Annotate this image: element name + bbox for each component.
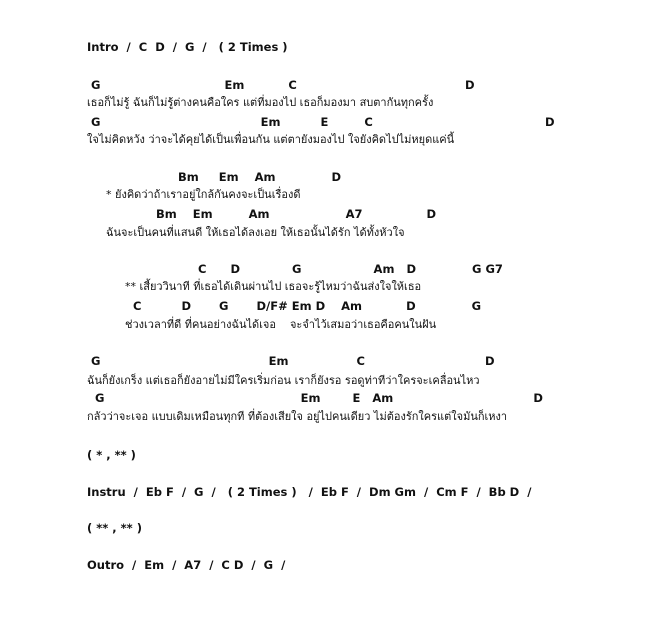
prechorus-chords-1: Bm Em Am D bbox=[178, 170, 342, 184]
outro-line: Outro / Em / A7 / C D / G / bbox=[87, 558, 286, 572]
verse2-lyric-1: ฉันก็ยังเกร็ง แต่เธอก็ยังอายไม่มีใครเริ่มก่อน เราก็ยังรอ รอดูท่าทีว่าใครจะเคลื่อนไหว bbox=[87, 374, 480, 387]
verse1-lyric-2: ใจไม่คิดหวัง ว่าจะได้คุยได้เป็นเพื่อนกัน แต่ตายังมองไป ใจยังคิดไปไม่หยุดแค่นี้ bbox=[87, 133, 455, 146]
verse2-lyric-2: กลัวว่าจะเจอ แบบเดิมเหมือนทุกที ที่ต้องเสียใจ อยู่ไปคนเดียว ไม่ต้องรักใครแต่ใจมันก็เหงา bbox=[87, 410, 508, 423]
verse2-chords-1: G Em C D bbox=[91, 354, 495, 368]
verse1-lyric-1: เธอก็ไม่รู้ ฉันก็ไม่รู้ต่างคนคือใคร แต่ที่มองไป เธอก็มองมา สบตากันทุกครั้ง bbox=[87, 96, 434, 109]
prechorus-lyric-2: ฉันจะเป็นคนที่แสนดี ให้เธอได้ลงเอย ให้เธอนั้นได้รัก ได้ทั้งหัวใจ bbox=[106, 226, 405, 239]
instrumental-line: Instru / Eb F / G / ( 2 Times ) / Eb F / Dm Gm / Cm F / Bb D / bbox=[87, 485, 532, 499]
repeat-line-2: ( ** , ** ) bbox=[87, 521, 142, 535]
repeat-line-1: ( * , ** ) bbox=[87, 448, 136, 462]
prechorus-chords-2: Bm Em Am A7 D bbox=[156, 207, 437, 221]
chorus-chords-2: C D G D/F# Em D Am D G bbox=[133, 299, 482, 313]
intro-line: Intro / C D / G / ( 2 Times ) bbox=[87, 40, 288, 54]
verse1-chords-2: G Em E C D bbox=[91, 115, 555, 129]
prechorus-lyric-1: * ยังคิดว่าถ้าเราอยู่ใกล้กันคงจะเป็นเรื่องดี bbox=[106, 188, 301, 201]
chorus-lyric-1: ** เสี้ยววินาที ที่เธอได้เดินผ่านไป เธอจะรู้ไหมว่าฉันส่งใจให้เธอ bbox=[125, 280, 422, 293]
verse2-chords-2: G Em E Am D bbox=[95, 391, 543, 405]
verse1-chords-1: G Em C D bbox=[91, 78, 475, 92]
chorus-chords-1: C D G Am D G G7 bbox=[198, 262, 503, 276]
chorus-lyric-2: ช่วงเวลาที่ดี ที่คนอย่างฉันได้เจอ จะจำไว้เสมอว่าเธอคือคนในฝัน bbox=[125, 318, 437, 331]
